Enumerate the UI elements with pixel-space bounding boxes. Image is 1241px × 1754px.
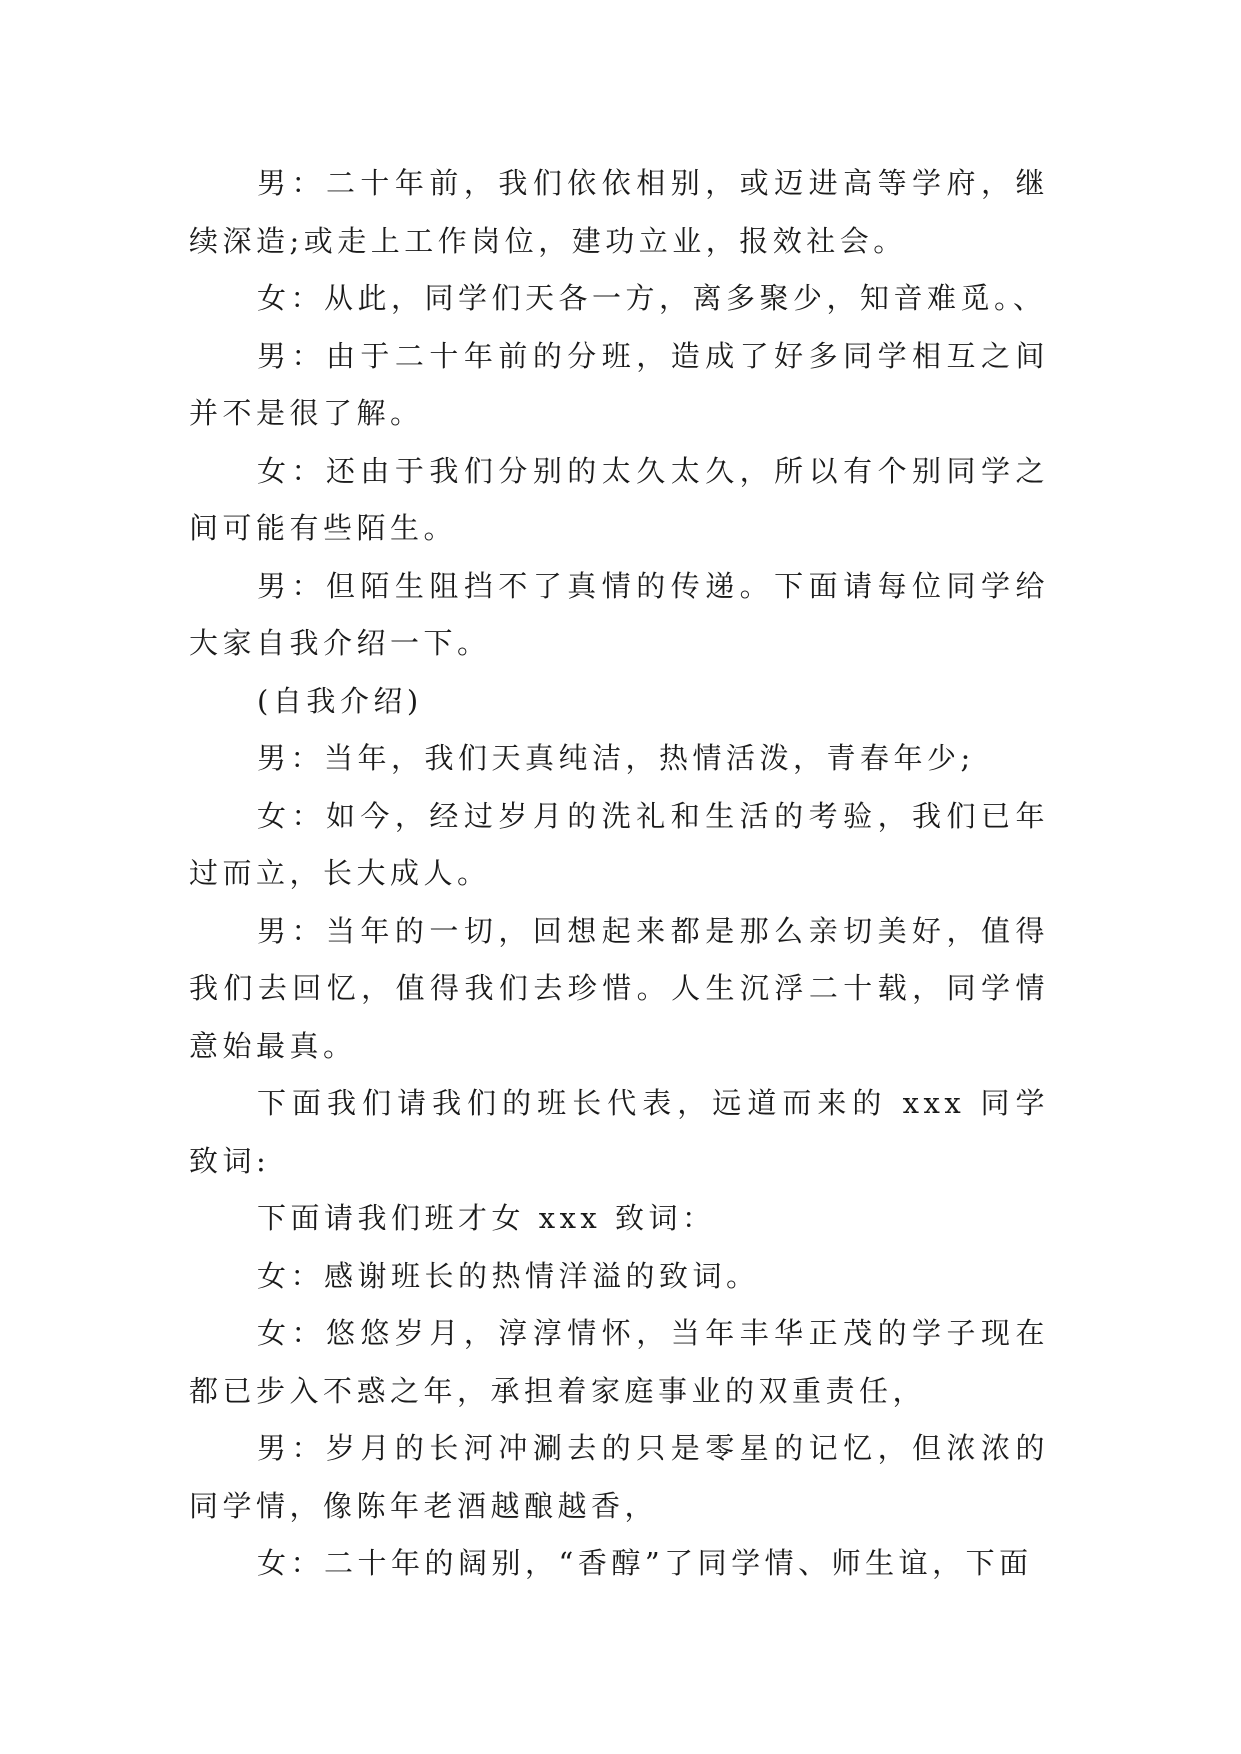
paragraph: 男：由于二十年前的分班，造成了好多同学相互之间并不是很了解。 (189, 338, 1049, 430)
paragraph: 女：还由于我们分别的太久太久，所以有个别同学之间可能有些陌生。 (189, 453, 1049, 545)
paragraph: (自我介绍) (257, 683, 423, 718)
paragraph: 下面我们请我们的班长代表，远道而来的 xxx 同学致词: (189, 1086, 1049, 1178)
paragraph: 男：岁月的长河冲涮去的只是零星的记忆，但浓浓的同学情，像陈年老酒越酿越香， (189, 1431, 1049, 1523)
paragraph: 男：但陌生阻挡不了真情的传递。下面请每位同学给大家自我介绍一下。 (189, 568, 1049, 660)
paragraph: 下面请我们班才女 xxx 致词： (257, 1201, 716, 1235)
paragraph: 女：从此，同学们天各一方，离多聚少，知音难觅。、 (257, 281, 1047, 315)
paragraph: 女：悠悠岁月，淳淳情怀，当年丰华正茂的学子现在都已步入不惑之年，承担着家庭事业的双重责任， (189, 1316, 1049, 1408)
paragraph: 男：当年，我们天真纯洁，热情活泼，青春年少; (257, 741, 975, 775)
document-body (189, 155, 1049, 1593)
paragraph: 女：感谢班长的热情洋溢的致词。 (257, 1258, 760, 1293)
paragraph: 女：如今，经过岁月的洗礼和生活的考验，我们已年过而立，长大成人。 (189, 798, 1049, 890)
paragraph: 男：当年的一切，回想起来都是那么亲切美好，值得我们去回忆，值得我们去珍惜。人生沉浮二十载，同学情意始最真。 (189, 913, 1049, 1063)
paragraph: 男：二十年前，我们依依相别，或迈进高等学府，继续深造;或走上工作岗位，建功立业，报效社会。 (189, 166, 1049, 258)
paragraph: 女：二十年的阔别，“香醇”了同学情、师生谊，下面 (257, 1546, 1033, 1580)
